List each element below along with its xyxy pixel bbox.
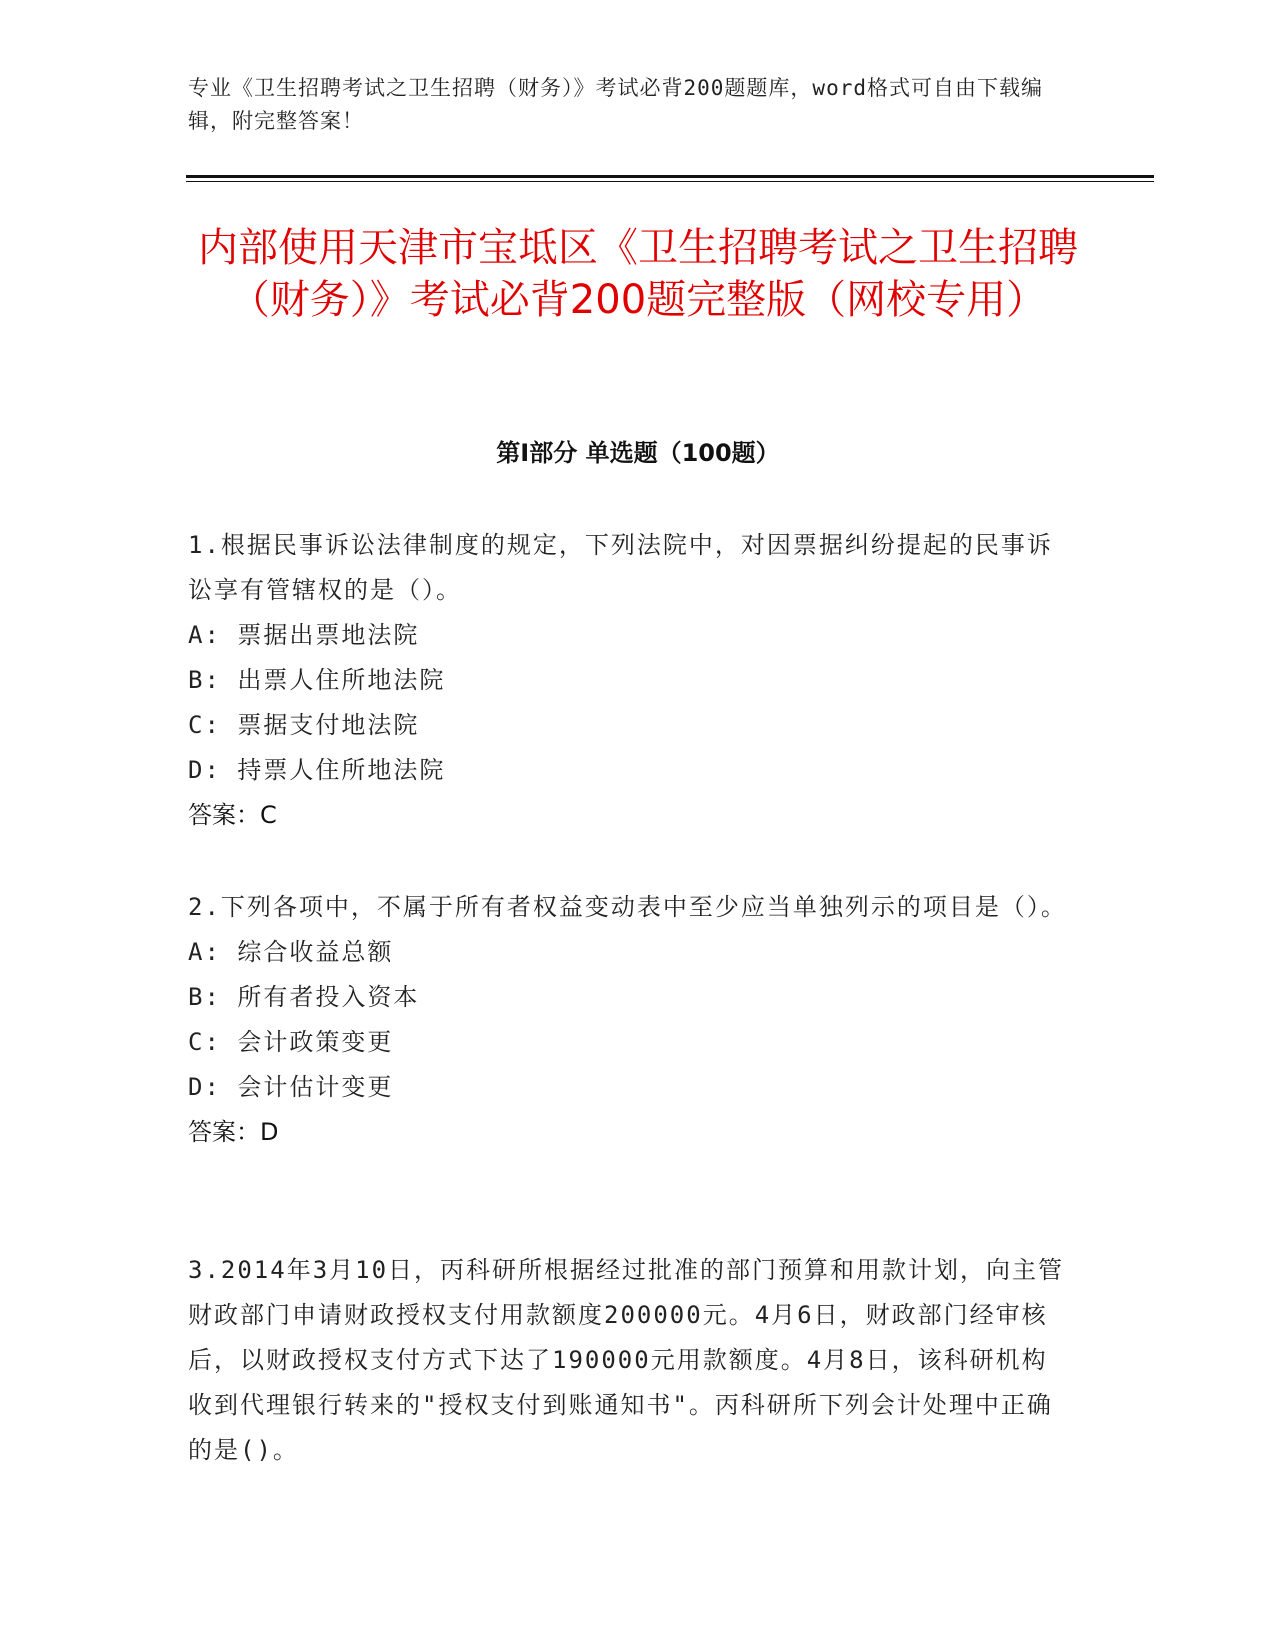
header-divider-thin bbox=[186, 181, 1154, 182]
option-d: D: 会计估计变更 bbox=[188, 1073, 394, 1101]
answer: 答案：C bbox=[188, 801, 277, 829]
answer: 答案：D bbox=[188, 1118, 279, 1146]
question-2 bbox=[188, 885, 1068, 1155]
option-c: C: 会计政策变更 bbox=[188, 1028, 394, 1056]
option-d: D: 持票人住所地法院 bbox=[188, 756, 446, 784]
question-stem: 3.2014年3月10日，丙科研所根据经过批准的部门预算和用款计划，向主管财政部门申请财政授权支付用款额度200000元。4月6日，财政部门经审核后，以财政授权支付方式下达了190000元用款额度。4月8日，该科研机构收到代理银行转来的"授权支付到账通知书"。丙科研所下列会计处理中正确的是()。 bbox=[188, 1256, 1065, 1464]
header-note: 专业《卫生招聘考试之卫生招聘（财务）》考试必背200题题库，word格式可自由下载编辑，附完整答案！ bbox=[188, 76, 1043, 133]
question-1 bbox=[188, 523, 1068, 838]
option-a: A: 票据出票地法院 bbox=[188, 621, 420, 649]
document-title: 内部使用天津市宝坻区《卫生招聘考试之卫生招聘（财务）》考试必背200题完整版（网校专用） bbox=[198, 225, 1078, 323]
option-c: C: 票据支付地法院 bbox=[188, 711, 420, 739]
question-stem: 2.下列各项中，不属于所有者权益变动表中至少应当单独列示的项目是（）。 bbox=[188, 893, 1067, 921]
option-b: B: 所有者投入资本 bbox=[188, 983, 420, 1011]
option-b: B: 出票人住所地法院 bbox=[188, 666, 446, 694]
question-3 bbox=[188, 1248, 1068, 1473]
section-heading: 第I部分 单选题（100题） bbox=[496, 439, 780, 467]
header-divider-thick bbox=[186, 175, 1154, 178]
option-a: A: 综合收益总额 bbox=[188, 938, 394, 966]
question-stem: 1.根据民事诉讼法律制度的规定，下列法院中，对因票据纠纷提起的民事诉讼享有管辖权的是（）。 bbox=[188, 531, 1053, 604]
